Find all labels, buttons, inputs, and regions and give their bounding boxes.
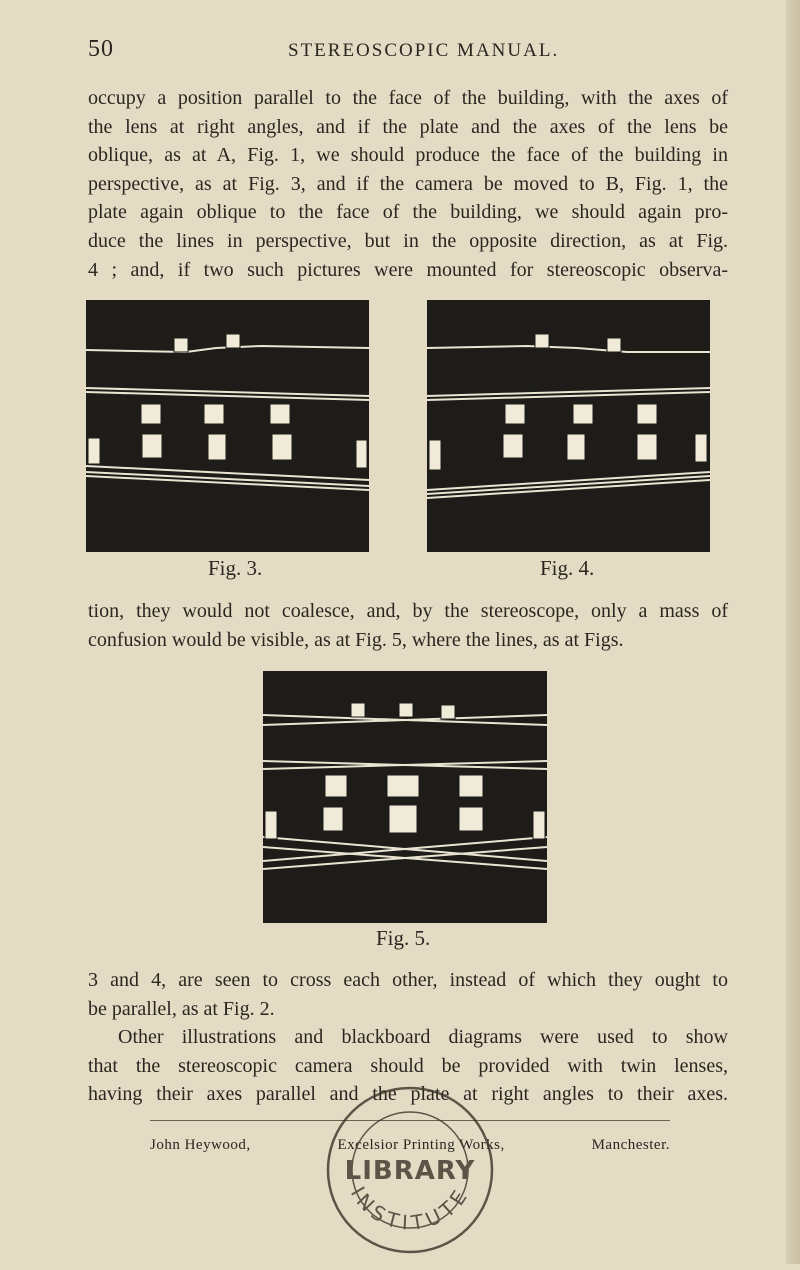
text-line: perspective, as at Fig. 3, and if the camera be moved to B, Fig. 1, the	[88, 172, 728, 195]
figure-4-illustration	[427, 300, 710, 552]
page-number: 50	[88, 36, 114, 62]
page-header	[88, 36, 728, 66]
text-line: confusion would be visible, as at Fig. 5, where the lines, as at Figs.	[88, 628, 624, 651]
figure-3-illustration	[86, 300, 369, 552]
text-line: that the stereoscopic camera should be provided with twin lenses,	[88, 1054, 728, 1077]
figure-5-illustration	[263, 671, 547, 923]
text-line: having their axes parallel and the plate at right angles to their axes.	[88, 1083, 728, 1106]
figure-5-caption: Fig. 5.	[376, 926, 431, 950]
text-line: oblique, as at A, Fig. 1, we should produce the face of the building in	[88, 144, 728, 167]
imprint-right: Manchester.	[591, 1137, 670, 1153]
text-line: 3 and 4, are seen to cross each other, instead of which they ought to	[88, 969, 728, 991]
figure-4-caption: Fig. 4.	[540, 556, 595, 580]
text-line: Other illustrations and blackboard diagrams were used to show	[118, 1026, 728, 1049]
paragraph-2	[88, 597, 728, 654]
text-line: tion, they would not coalesce, and, by the stereoscope, only a mass of	[88, 600, 728, 622]
text-line: occupy a position parallel to the face of the building, with the axes of	[88, 87, 728, 109]
figure-3-caption: Fig. 3.	[208, 556, 263, 580]
text-line: be parallel, as at Fig. 2.	[88, 997, 275, 1020]
page-edge	[786, 0, 800, 1264]
running-head: STEREOSCOPIC MANUAL.	[288, 40, 560, 61]
paragraph-1	[88, 84, 728, 284]
text-line: plate again oblique to the face of the building, we should again pro-	[88, 201, 728, 224]
imprint-middle: Excelsior Printing Works,	[337, 1137, 505, 1153]
text-line: 4 ; and, if two such pictures were mounted for stereoscopic observa-	[88, 258, 728, 281]
library-stamp	[300, 1075, 520, 1265]
stamp-center-text: LIBRARY	[344, 1156, 476, 1186]
text-line: duce the lines in perspective, but in the opposite direction, as at Fig.	[88, 229, 728, 252]
imprint-left: John Heywood,	[150, 1137, 251, 1153]
stamp-bottom-text: INSTITUTE	[345, 1181, 475, 1235]
text-line: the lens at right angles, and if the plate and the axes of the lens be	[88, 115, 728, 138]
